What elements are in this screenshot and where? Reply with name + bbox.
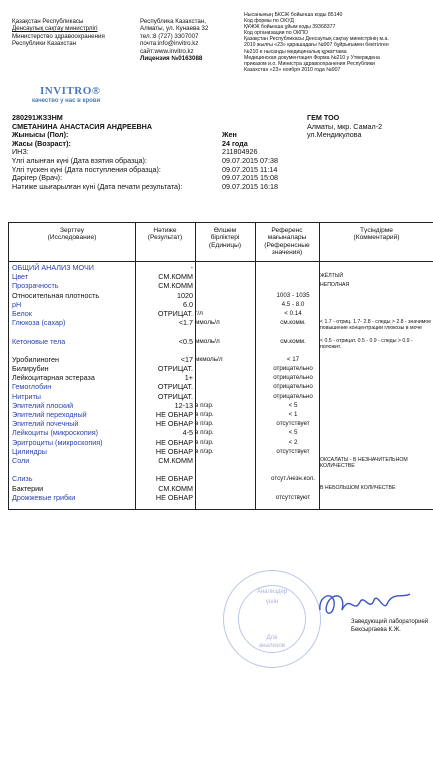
reference-cell: < 0.14	[284, 309, 302, 317]
table-row	[9, 401, 433, 410]
info-value: 09.07.2015 15:08	[222, 173, 278, 183]
table-row	[9, 355, 433, 364]
test-name-cell: Глюкоза (сахар)	[12, 318, 66, 328]
table-row	[9, 419, 433, 428]
info-label: Жасы (Возраст):	[12, 138, 71, 148]
info-value: 09.07.2015 16:18	[222, 181, 278, 191]
result-cell: 12-13	[174, 400, 193, 410]
result-cell: ОТРИЦАТ.	[157, 364, 193, 374]
result-cell: СМ.КОММ	[158, 272, 193, 282]
stamp-text-bottom1: Для	[266, 635, 278, 641]
test-name-cell: Слизь	[12, 474, 33, 484]
test-name-cell: Эпителий переходный	[12, 410, 87, 419]
table-row	[9, 373, 433, 382]
header-mid-line: почта:info@invitro.kz	[140, 40, 199, 48]
reference-cell: отрицательно	[273, 365, 313, 373]
header-right	[244, 12, 430, 73]
header-comment-line: Түсіндірме	[360, 227, 393, 234]
result-cell: <0.5	[178, 336, 193, 346]
test-name-cell: Лейкоцитарная эстераза	[12, 373, 95, 383]
result-cell: НЕ ОБНАР	[155, 410, 193, 419]
result-cell: СМ.КОММ	[158, 455, 193, 465]
reference-cell: < 2	[288, 438, 298, 446]
table-row	[9, 382, 433, 391]
organization-address: Алматы, мкр. Самал-2	[307, 121, 383, 131]
result-cell: НЕ ОБНАР	[155, 419, 193, 429]
table-row	[9, 300, 433, 309]
organization-street: ул.Мендикулова	[307, 130, 362, 140]
reference-cell: отсутствуют	[275, 493, 311, 501]
invitro-logo: INVITRO®	[40, 85, 101, 97]
table-row	[9, 364, 433, 373]
reference-cell: отсутствует	[276, 420, 310, 428]
table-row	[9, 484, 433, 493]
header-comment-line: (Комментарий)	[353, 234, 400, 242]
reference-cell: < 5	[288, 429, 298, 437]
header-right-line: Казахстан «23» ноября 2010 года №907	[244, 66, 341, 73]
unit-cell: г/л	[195, 309, 203, 317]
header-right-line: №210 е нысанды медициналық құжаттама	[244, 48, 347, 55]
table-row	[9, 447, 433, 456]
result-cell: 1020	[177, 290, 193, 300]
header-test	[9, 223, 135, 261]
comment-cell: ЖЁЛТЫЙ	[320, 273, 344, 280]
header-right-line: Медицинская документация Форма №210 у Утверждена	[244, 54, 380, 61]
signatory-role: Заведующий лабораторией	[351, 619, 429, 625]
result-cell: ОТРИЦАТ.	[157, 382, 193, 392]
result-cell: ОТРИЦАТ.	[157, 308, 193, 318]
test-name-cell: Дрожжевые грибки	[12, 492, 76, 502]
reference-cell: см.комм.	[280, 337, 306, 345]
test-name-cell: Цилиндры	[12, 446, 47, 456]
result-cell: <17	[180, 354, 193, 364]
header-right-line: ҚҰЖЖ бойынша ұйым коды 39368377	[244, 24, 336, 31]
patient-id: 280291ЖЗЗНМ	[12, 113, 63, 122]
header-left-line: Министерство здравоохранения	[12, 32, 105, 40]
info-value: 24 года	[222, 138, 248, 148]
header-middle	[140, 18, 208, 62]
laboratory-stamp	[223, 570, 321, 668]
stamp-text-top: Анализдер	[256, 589, 288, 595]
table-row	[9, 291, 433, 300]
table-row	[9, 309, 433, 318]
organization-name: ГЕМ ТОО	[307, 113, 340, 122]
reference-cell: < 1	[288, 411, 298, 418]
unit-cell: в п/зр.	[195, 429, 214, 437]
reference-cell: отрицательно	[273, 392, 313, 400]
result-cell: ОТРИЦАТ.	[157, 391, 193, 401]
test-name-cell: Гемоглобин	[12, 382, 52, 392]
table-row	[9, 465, 433, 474]
test-name-cell: Прозрачность	[12, 281, 59, 291]
table-row	[9, 336, 433, 350]
comment-cell: В НЕБОЛЬШОМ КОЛИЧЕСТВЕ	[320, 484, 396, 491]
test-name-cell: Цвет	[12, 272, 29, 282]
header-ref-line: мағыналары	[267, 234, 307, 242]
header-comment	[319, 223, 433, 261]
test-name-cell: Эпителий плоский	[12, 400, 74, 410]
test-name-cell: ОБЩИЙ АНАЛИЗ МОЧИ	[12, 263, 94, 272]
header-right-line: Қазақстан Республикасы Денсаулық сақтау министрінің м.а.	[244, 36, 389, 43]
header-mid-line: сайт:www.invitro.kz	[140, 47, 194, 55]
reference-cell: 1003 - 1035	[276, 291, 310, 299]
result-cell: СМ.КОММ	[158, 281, 193, 291]
table-row	[9, 281, 433, 290]
info-label: Нәтиже шығарылған күні (Дата печати результата):	[12, 181, 183, 191]
unit-cell: в п/зр.	[195, 438, 214, 446]
unit-cell: ммоль/л	[195, 319, 220, 327]
results-table	[8, 222, 433, 510]
comment-cell: НЕПОЛНАЯ	[320, 282, 350, 289]
header-right-line: 2010 жылғы «23» қарашадағы №907 бұйрығымен бекітілген	[244, 42, 389, 49]
signatory	[351, 618, 428, 634]
result-cell: 6.0	[183, 299, 193, 309]
table-row	[9, 410, 433, 419]
unit-cell: в п/зр.	[195, 411, 214, 418]
result-cell: <1.7	[178, 318, 193, 328]
result-cell: НЕ ОБНАР	[155, 446, 193, 456]
header-right-line: приказом и.о. Министра здравоохранения Республики	[244, 60, 375, 67]
table-row	[9, 272, 433, 281]
info-value: 211804926	[222, 147, 258, 157]
table-row	[9, 474, 433, 483]
test-name-cell: pH	[12, 299, 22, 309]
reference-cell: отсут./незн.кол.	[271, 475, 315, 483]
info-value: 09.07.2015 11:14	[222, 164, 278, 174]
reference-cell: 4.5 - 8.0	[281, 300, 305, 308]
header-unit-line: бірліктері	[210, 234, 240, 242]
table-row	[9, 455, 433, 469]
result-cell: 4-5	[182, 428, 193, 438]
header-test-line: (Исследование)	[47, 234, 97, 242]
comment-cell: < 0.5 - отрицат. 0.5 - 0.9 - следы > 0.9 - положит.	[320, 337, 413, 350]
header-reference	[255, 223, 319, 261]
reference-cell: отрицательно	[273, 383, 313, 391]
stamp-text-mid: үшін	[265, 599, 279, 605]
header-ref-line: Референс	[271, 227, 303, 234]
license-number: Лицензия №0163088	[140, 55, 203, 63]
test-name-cell: Относительная плотность	[12, 290, 100, 300]
result-cell: 1+	[184, 373, 193, 383]
header-unit-line: Өлшем	[213, 227, 237, 234]
table-row	[9, 346, 433, 355]
reference-cell: < 5	[288, 401, 298, 409]
test-name-cell: Эпителий почечный	[12, 419, 79, 429]
reference-cell: отсутствует	[276, 447, 310, 455]
info-label: Үлгі алынған күні (Дата взятия образца):	[12, 155, 147, 165]
signatory-name: Бексыргаева К.Ж.	[351, 627, 401, 633]
test-name-cell: Нитриты	[12, 391, 41, 401]
result-cell: НЕ ОБНАР	[155, 492, 193, 502]
patient-name: СМЕТАНИНА АНАСТАСИЯ АНДРЕЕВНА	[12, 121, 153, 131]
header-ref-line: значения)	[271, 249, 303, 257]
info-label: Дәрігер (Врач):	[12, 173, 63, 183]
result-cell: НЕ ОБНАР	[155, 474, 193, 484]
test-name-cell: Билирубин	[12, 364, 49, 374]
test-name-cell: Эритроциты (микроскопия)	[12, 437, 103, 447]
test-name-cell: Уробилиноген	[12, 354, 59, 364]
logo-tagline: качество у нас в крови	[32, 98, 101, 104]
reference-cell: < 17	[286, 355, 300, 363]
result-cell: -	[190, 263, 193, 272]
header-left-line: Денсаулық сақтау министрлігі	[12, 25, 98, 33]
table-row	[9, 493, 433, 502]
table-row	[9, 318, 433, 332]
reference-cell: отрицательно	[273, 374, 313, 382]
info-label: Үлгі түскен күні (Дата поступления образца):	[12, 164, 161, 174]
comment-cell: < 1.7 - отриц. 1.7- 2.8 - следы > 2.8 - значимое повышение концентрации глюкозы в моче	[320, 319, 432, 332]
table-row	[9, 438, 433, 447]
organization-info	[307, 114, 382, 140]
results-rows	[9, 263, 433, 502]
header-right-line: Код организации по ОКПО	[244, 30, 308, 37]
unit-cell: в п/зр.	[195, 447, 214, 455]
test-name-cell: Белок	[12, 308, 32, 318]
header-left-line: Қазақстан Республикасы	[12, 18, 84, 25]
header-result	[135, 223, 195, 261]
table-row	[9, 392, 433, 401]
header-unit	[195, 223, 255, 261]
header-right-line: Код формы по ОКУД	[244, 18, 294, 25]
table-row	[9, 263, 433, 272]
test-name-cell: Бактерии	[12, 483, 44, 493]
header-left	[12, 18, 105, 48]
header-mid-line: Республика Казахстан,	[140, 18, 206, 25]
test-name-cell: Кетоновые тела	[12, 336, 66, 346]
info-row-print-date	[12, 183, 278, 192]
result-cell: СМ.КОММ	[158, 483, 193, 493]
unit-cell: в п/зр.	[195, 420, 214, 428]
results-table-header	[9, 223, 433, 262]
table-row	[9, 428, 433, 437]
comment-cell: ОКСАЛАТЫ - В НЕЗНАЧИТЕЛЬНОМ КОЛИЧЕСТВЕ	[320, 456, 408, 469]
header-ref-line: (Референсные	[264, 241, 310, 249]
unit-cell: в п/зр.	[195, 401, 214, 409]
header-left-line: Республики Казахстан	[12, 40, 77, 48]
info-label: ИНЗ:	[12, 147, 29, 157]
header-unit-line: (Единицы)	[208, 241, 242, 249]
header-mid-line: тел.:8 (727) 3307007	[140, 32, 199, 40]
test-name-cell: Лейкоциты (микроскопия)	[12, 428, 99, 438]
table-row	[9, 327, 433, 336]
info-value: Жен	[222, 130, 237, 140]
stamp-text-bottom2: анализов	[258, 643, 286, 649]
header-mid-line: Алматы, ул. Кунаева 32	[140, 25, 209, 33]
test-name-cell: Соли	[12, 455, 30, 465]
header-test-line: Зерттеу	[59, 227, 84, 234]
info-value: 09.07.2015 07:38	[222, 155, 278, 165]
header-result-line: Нәтиже	[153, 227, 177, 234]
info-label: Жынысы (Пол):	[12, 130, 69, 140]
unit-cell: ммоль/л	[195, 337, 220, 345]
result-cell: НЕ ОБНАР	[155, 437, 193, 447]
patient-info	[12, 114, 278, 191]
header-result-line: (Результат)	[147, 234, 183, 242]
reference-cell: см.комм.	[280, 319, 306, 327]
unit-cell: мкмоль/л	[195, 355, 223, 363]
header-right-line: Нысанының БКСЖ бойынша коды 85140	[244, 12, 343, 18]
